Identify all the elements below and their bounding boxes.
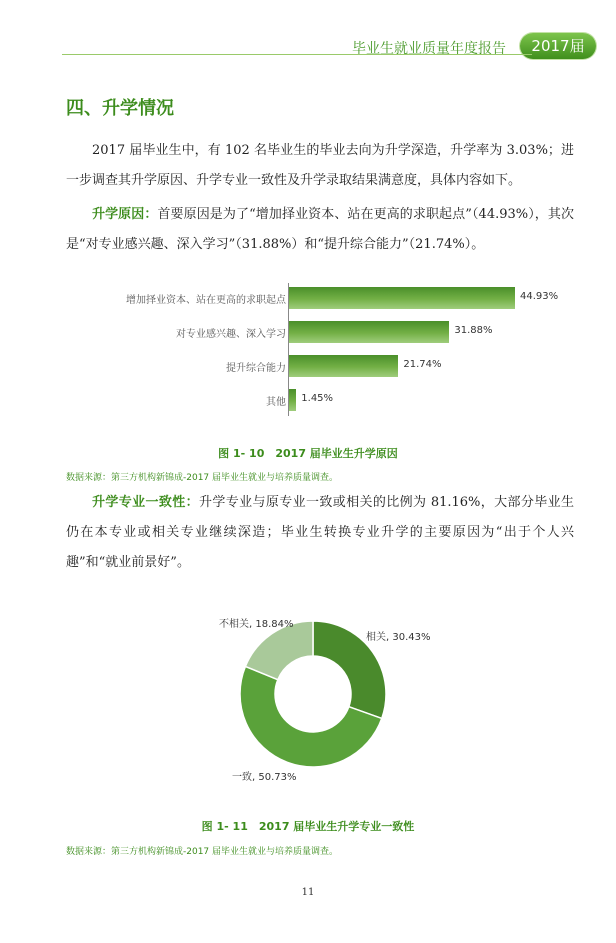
figure-1-10-caption: 图 1- 10 2017 届毕业生升学原因	[218, 447, 398, 460]
page-number: 11	[301, 887, 315, 898]
donut-slice-label: 一致, 50.73%	[232, 772, 297, 783]
bar-value-label: 21.74%	[403, 359, 442, 370]
figure-1-11-source: 数据来源：第三方机构新锦成-2017 届毕业生就业与培养质量调查。	[66, 847, 339, 857]
consistency-lead: 升学专业一致性：	[92, 495, 199, 510]
intro-paragraph: 2017 届毕业生中，有 102 名毕业生的毕业去向为升学深造，升学率为 3.03%；进一步调查其升学原因、升学专业一致性及升学录取结果满意度，具体内容如下。	[66, 143, 574, 188]
figure-1-11-caption: 图 1- 11 2017 届毕业生升学专业一致性	[201, 820, 415, 833]
bar-value-label: 31.88%	[454, 325, 493, 336]
bar-category-label: 增加择业资本、站在更高的求职起点	[126, 295, 286, 306]
bar-category-label: 提升综合能力	[226, 363, 286, 374]
bar-category-label: 其他	[266, 397, 286, 408]
reasons-lead: 升学原因：	[92, 207, 158, 222]
bar-value-label: 44.93%	[520, 291, 559, 302]
bar-value-label: 1.45%	[301, 393, 334, 404]
donut-slice-label: 相关, 30.43%	[366, 632, 431, 643]
bar-category-label: 对专业感兴趣、深入学习	[176, 329, 286, 340]
reasons-text: 首要原因是为了“增加择业资本、站在更高的求职起点”（44.93%），其次是“对专业感兴趣、深入学习”（31.88%）和“提升综合能力”（21.74%）。	[66, 207, 574, 252]
figure-1-10-source: 数据来源：第三方机构新锦成-2017 届毕业生就业与培养质量调查。	[66, 473, 339, 483]
year-badge: 2017届	[520, 33, 596, 59]
consistency-text: 升学专业与原专业一致或相关的比例为 81.16%，大部分毕业生仍在本专业或相关专业继续深造；毕业生转换专业升学的主要原因为“出于个人兴趣”和“就业前景好”。	[66, 495, 574, 570]
donut-slice-label: 不相关, 18.84%	[219, 619, 294, 630]
section-title: 四、升学情况	[66, 98, 174, 119]
report-header-title: 毕业生就业质量年度报告	[352, 41, 506, 57]
